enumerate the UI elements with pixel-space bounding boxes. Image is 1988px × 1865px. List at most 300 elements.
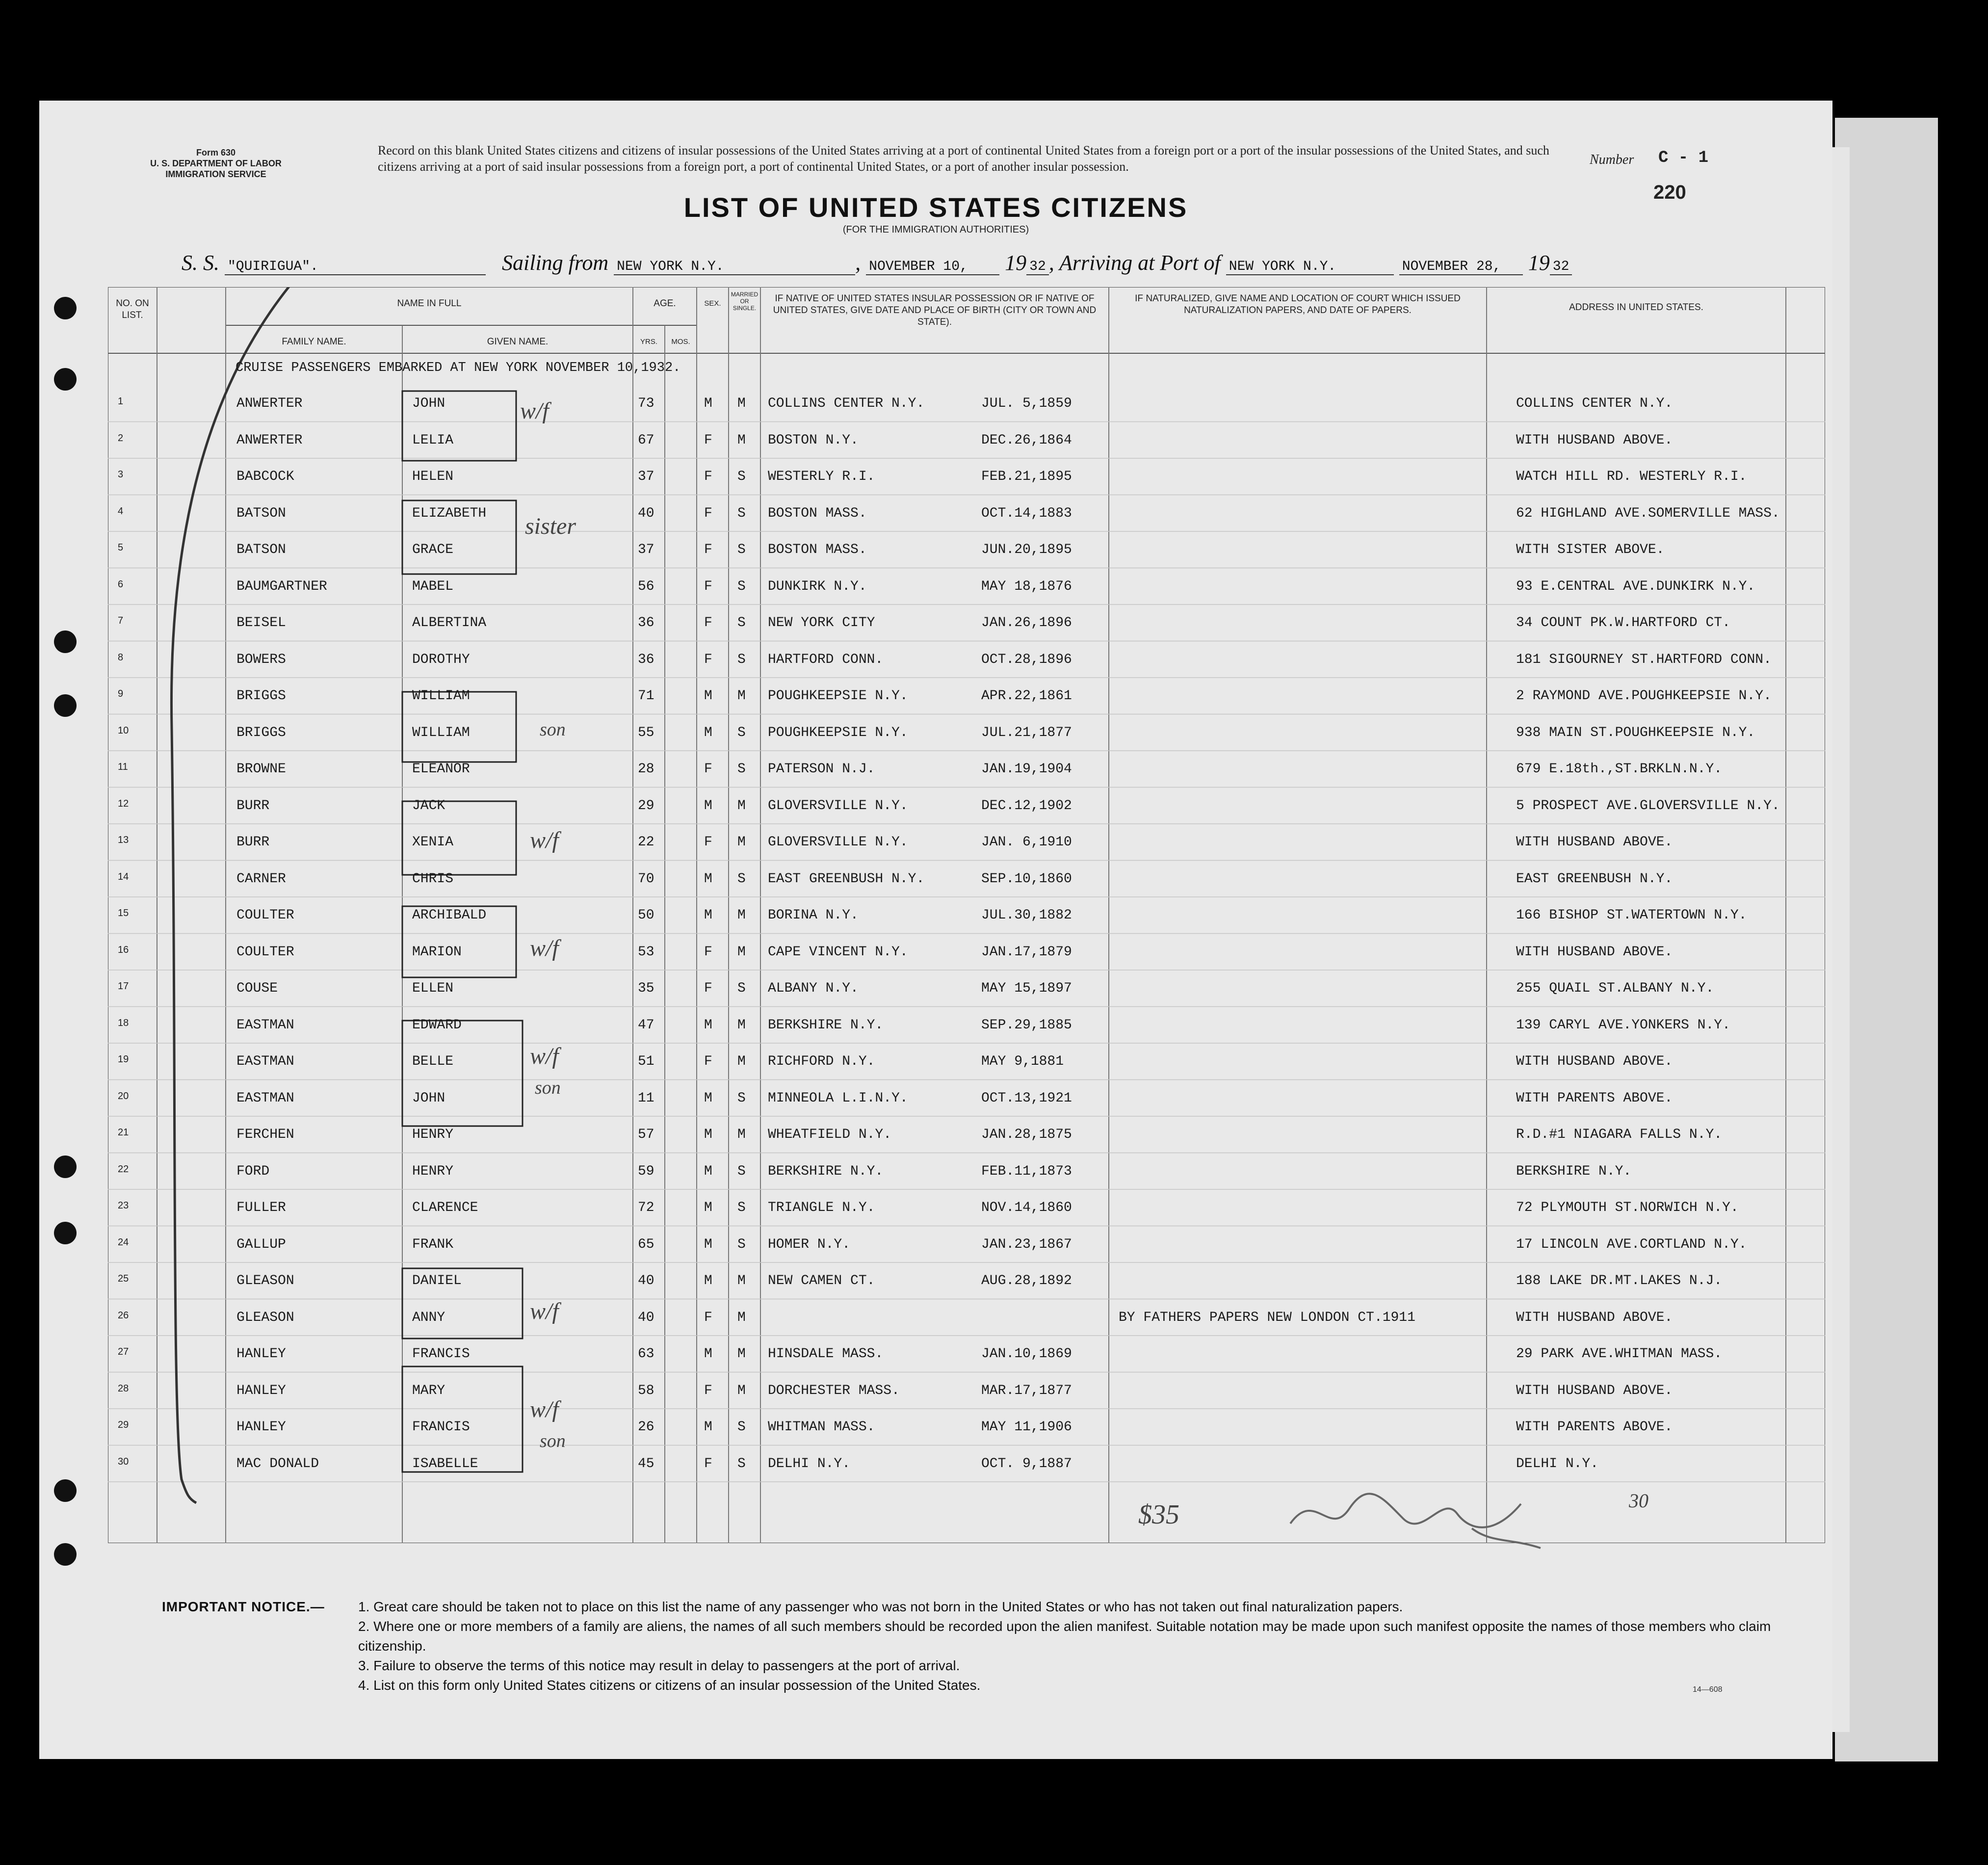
family-name: CARNER bbox=[236, 871, 286, 887]
table-row bbox=[108, 495, 1825, 533]
passenger-number: 2 bbox=[118, 432, 124, 444]
binder-hole bbox=[54, 1222, 77, 1244]
birth-date: OCT.28,1896 bbox=[981, 652, 1072, 667]
family-name: ANWERTER bbox=[236, 432, 303, 448]
age-years: 58 bbox=[638, 1383, 654, 1398]
header-no: NO. ON LIST. bbox=[116, 298, 149, 320]
form-identifier bbox=[137, 147, 294, 180]
age-years: 37 bbox=[638, 469, 654, 484]
handwritten-annotation: son bbox=[540, 1431, 566, 1451]
table-row bbox=[108, 1262, 1825, 1300]
marital-status: S bbox=[737, 1163, 746, 1179]
birth-place: BOSTON MASS. bbox=[768, 505, 867, 521]
page-subtitle: (FOR THE IMMIGRATION AUTHORITIES) bbox=[842, 224, 1029, 235]
age-years: 70 bbox=[638, 871, 654, 887]
marital-status: S bbox=[737, 871, 746, 887]
given-name: CLARENCE bbox=[412, 1200, 478, 1215]
birth-date: FEB.11,1873 bbox=[981, 1163, 1072, 1179]
sailing-year-prefix: 19 bbox=[1005, 251, 1027, 275]
table-row bbox=[108, 751, 1825, 788]
handwritten-annotation: w/f bbox=[520, 398, 549, 424]
family-name: HANLEY bbox=[236, 1346, 286, 1362]
header-sex: SEX. bbox=[704, 299, 721, 308]
birth-place: DELHI N.Y. bbox=[768, 1456, 851, 1471]
birth-place: CAPE VINCENT N.Y. bbox=[768, 944, 908, 960]
birth-date: JAN.28,1875 bbox=[981, 1127, 1072, 1142]
given-name: GRACE bbox=[412, 542, 454, 557]
given-name: JOHN bbox=[412, 1090, 445, 1106]
sex: F bbox=[704, 1054, 712, 1069]
sex: M bbox=[704, 798, 712, 814]
footer-code: 14—608 bbox=[1693, 1685, 1723, 1694]
family-name: BAUMGARTNER bbox=[236, 578, 327, 594]
address: DELHI N.Y. bbox=[1516, 1456, 1599, 1471]
table-row bbox=[108, 385, 1825, 423]
binder-hole bbox=[54, 694, 77, 717]
sex: F bbox=[704, 578, 712, 594]
marital-status: M bbox=[737, 908, 746, 923]
given-name: ELLEN bbox=[412, 981, 454, 996]
sex: M bbox=[704, 688, 712, 704]
birth-place: DORCHESTER MASS. bbox=[768, 1383, 900, 1398]
header-yrs: YRS. bbox=[640, 338, 657, 346]
address: WATCH HILL RD. WESTERLY R.I. bbox=[1516, 469, 1747, 484]
number-label: Number bbox=[1590, 152, 1634, 167]
passenger-number: 6 bbox=[118, 578, 124, 590]
family-name: BATSON bbox=[236, 505, 286, 521]
marital-status: S bbox=[737, 1236, 746, 1252]
passenger-number: 14 bbox=[118, 871, 129, 882]
family-name: BURR bbox=[236, 835, 270, 850]
passenger-number: 9 bbox=[118, 688, 124, 699]
birth-place: HARTFORD CONN. bbox=[768, 652, 884, 667]
marital-status: S bbox=[737, 505, 746, 521]
age-years: 26 bbox=[638, 1419, 654, 1435]
age-years: 53 bbox=[638, 944, 654, 960]
address: WITH HUSBAND ABOVE. bbox=[1516, 835, 1673, 850]
birth-date: JAN.17,1879 bbox=[981, 944, 1072, 960]
sex: F bbox=[704, 652, 712, 667]
handwritten-count: 30 bbox=[1629, 1490, 1648, 1512]
sex: M bbox=[704, 1163, 712, 1179]
table-row bbox=[108, 934, 1825, 972]
table-row bbox=[108, 458, 1825, 496]
birth-place: WHITMAN MASS. bbox=[768, 1419, 875, 1435]
sex: M bbox=[704, 908, 712, 923]
family-name: BROWNE bbox=[236, 762, 286, 777]
table-row bbox=[108, 1080, 1825, 1118]
birth-place: GLOVERSVILLE N.Y. bbox=[768, 835, 908, 850]
sex: F bbox=[704, 432, 712, 448]
sex: F bbox=[704, 1310, 712, 1325]
address: 2 RAYMOND AVE.POUGHKEEPSIE N.Y. bbox=[1516, 688, 1772, 704]
handwritten-annotation: w/f bbox=[530, 827, 559, 853]
sex: M bbox=[704, 1419, 712, 1435]
number-value: C - 1 bbox=[1658, 149, 1709, 167]
sailing-from: NEW YORK N.Y. bbox=[614, 259, 855, 275]
sex: F bbox=[704, 981, 712, 996]
address: WITH HUSBAND ABOVE. bbox=[1516, 432, 1673, 448]
marital-status: M bbox=[737, 1383, 746, 1398]
birth-date: JAN.26,1896 bbox=[981, 615, 1072, 630]
header-naturalized: IF NATURALIZED, GIVE NAME AND LOCATION OF COURT WHICH ISSUED NATURALIZATION PAPERS, AND DATE OF PAPERS. bbox=[1135, 293, 1461, 315]
given-name: ELIZABETH bbox=[412, 505, 487, 521]
marital-status: M bbox=[737, 396, 746, 411]
age-years: 37 bbox=[638, 542, 654, 557]
passenger-number: 30 bbox=[118, 1456, 129, 1467]
table-row bbox=[108, 568, 1825, 606]
voyage-line: S. S. "QUIRIGUA". Sailing from NEW YORK N.Y. , NOVEMBER 10, 19 32 , Arriving at Port of NEW YORK N.Y. NOVEMBER 28, 19 32 bbox=[182, 250, 1572, 275]
marital-status: M bbox=[737, 1054, 746, 1069]
address: 29 PARK AVE.WHITMAN MASS. bbox=[1516, 1346, 1723, 1362]
birth-place: TRIANGLE N.Y. bbox=[768, 1200, 875, 1215]
header-name-in-full: NAME IN FULL bbox=[397, 298, 462, 309]
address: 34 COUNT PK.W.HARTFORD CT. bbox=[1516, 615, 1730, 630]
address: COLLINS CENTER N.Y. bbox=[1516, 396, 1673, 411]
department-name: U. S. DEPARTMENT OF LABOR bbox=[150, 158, 282, 168]
table-row bbox=[108, 678, 1825, 715]
notice-item: 3. Failure to observe the terms of this notice may result in delay to passengers at the port of arrival. bbox=[358, 1658, 960, 1673]
birth-place: PATERSON N.J. bbox=[768, 762, 875, 777]
marital-status: S bbox=[737, 578, 746, 594]
family-name: BRIGGS bbox=[236, 688, 286, 704]
table-row bbox=[108, 861, 1825, 898]
birth-place: BERKSHIRE N.Y. bbox=[768, 1163, 884, 1179]
marital-status: S bbox=[737, 1090, 746, 1106]
passenger-number: 11 bbox=[118, 762, 128, 772]
header-birthplace: IF NATIVE OF UNITED STATES INSULAR POSSESSION OR IF NATIVE OF UNITED STATES, GIVE DATE AND PLACE OF BIRTH (CITY OR TOWN AND STATE). bbox=[773, 293, 1097, 327]
table-row bbox=[108, 1336, 1825, 1373]
address: 255 QUAIL ST.ALBANY N.Y. bbox=[1516, 981, 1714, 996]
birth-date: MAY 15,1897 bbox=[981, 981, 1072, 996]
sex: M bbox=[704, 1346, 712, 1362]
birth-place: ALBANY N.Y. bbox=[768, 981, 859, 996]
family-name: BATSON bbox=[236, 542, 286, 557]
passenger-number: 3 bbox=[118, 469, 124, 480]
address: 188 LAKE DR.MT.LAKES N.J. bbox=[1516, 1273, 1723, 1288]
handwritten-annotation: son bbox=[535, 1077, 561, 1098]
passenger-number: 19 bbox=[118, 1054, 129, 1065]
passenger-number: 16 bbox=[118, 944, 129, 955]
age-years: 11 bbox=[638, 1090, 654, 1106]
marital-status: S bbox=[737, 981, 746, 996]
table-row bbox=[108, 714, 1825, 752]
passenger-number: 22 bbox=[118, 1163, 129, 1175]
table-row bbox=[108, 1153, 1825, 1191]
family-name: BRIGGS bbox=[236, 725, 286, 740]
sex: F bbox=[704, 505, 712, 521]
passenger-number: 20 bbox=[118, 1090, 129, 1102]
birth-date: DEC.26,1864 bbox=[981, 432, 1072, 448]
table-row bbox=[108, 824, 1825, 862]
marital-status: S bbox=[737, 725, 746, 740]
marital-status: S bbox=[737, 1419, 746, 1435]
form-number: Form 630 bbox=[196, 148, 236, 158]
birth-date: OCT.14,1883 bbox=[981, 505, 1072, 521]
birth-place: HOMER N.Y. bbox=[768, 1236, 851, 1252]
given-name: FRANK bbox=[412, 1236, 454, 1252]
marital-status: M bbox=[737, 944, 746, 960]
sex: M bbox=[704, 1273, 712, 1288]
age-years: 29 bbox=[638, 798, 654, 814]
family-name: HANLEY bbox=[236, 1419, 286, 1435]
age-years: 22 bbox=[638, 835, 654, 850]
ss-label: S. S. bbox=[182, 251, 219, 275]
age-years: 59 bbox=[638, 1163, 654, 1179]
family-name: ANWERTER bbox=[236, 396, 303, 411]
arriving-year: 32 bbox=[1550, 259, 1572, 275]
given-name: HENRY bbox=[412, 1163, 454, 1179]
given-name: EDWARD bbox=[412, 1017, 462, 1033]
passenger-number: 15 bbox=[118, 908, 129, 919]
family-name: COUSE bbox=[236, 981, 278, 996]
arriving-label: Arriving at Port of bbox=[1059, 251, 1221, 275]
handwritten-note: $35 bbox=[1138, 1499, 1179, 1530]
marital-status: M bbox=[737, 1310, 746, 1325]
arriving-date: NOVEMBER 28, bbox=[1399, 259, 1523, 275]
marital-status: M bbox=[737, 432, 746, 448]
birth-place: WESTERLY R.I. bbox=[768, 469, 875, 484]
age-years: 28 bbox=[638, 762, 654, 777]
birth-date: DEC.12,1902 bbox=[981, 798, 1072, 814]
ship-name: "QUIRIGUA". bbox=[225, 259, 486, 275]
sailing-label: Sailing from bbox=[502, 251, 609, 275]
address: WITH HUSBAND ABOVE. bbox=[1516, 1054, 1673, 1069]
handwritten-annotation: w/f bbox=[530, 1396, 559, 1422]
passenger-number: 18 bbox=[118, 1017, 129, 1028]
passenger-number: 29 bbox=[118, 1419, 129, 1430]
address: WITH HUSBAND ABOVE. bbox=[1516, 1383, 1673, 1398]
family-name: BABCOCK bbox=[236, 469, 294, 484]
birth-date: MAY 11,1906 bbox=[981, 1419, 1072, 1435]
table-row bbox=[108, 641, 1825, 679]
family-name: BEISEL bbox=[236, 615, 286, 630]
table-row bbox=[108, 1445, 1825, 1483]
birth-place: COLLINS CENTER N.Y. bbox=[768, 396, 925, 411]
age-years: 65 bbox=[638, 1236, 654, 1252]
passenger-number: 8 bbox=[118, 652, 124, 663]
passenger-number: 28 bbox=[118, 1383, 129, 1394]
sex: M bbox=[704, 1127, 712, 1142]
birth-date: APR.22,1861 bbox=[981, 688, 1072, 704]
table-row bbox=[108, 422, 1825, 460]
marital-status: S bbox=[737, 542, 746, 557]
marital-status: S bbox=[737, 469, 746, 484]
address: WITH HUSBAND ABOVE. bbox=[1516, 944, 1673, 960]
marital-status: M bbox=[737, 1273, 746, 1288]
birth-date: JUN.20,1895 bbox=[981, 542, 1072, 557]
family-name: COULTER bbox=[236, 944, 294, 960]
table-row bbox=[108, 1043, 1825, 1081]
address: R.D.#1 NIAGARA FALLS N.Y. bbox=[1516, 1127, 1723, 1142]
table-row bbox=[108, 788, 1825, 825]
binder-hole bbox=[54, 1479, 77, 1502]
birth-date: JAN.19,1904 bbox=[981, 762, 1072, 777]
given-name: ARCHIBALD bbox=[412, 908, 487, 923]
passenger-number: 17 bbox=[118, 981, 129, 992]
passenger-number: 13 bbox=[118, 835, 129, 845]
address: 93 E.CENTRAL AVE.DUNKIRK N.Y. bbox=[1516, 578, 1755, 594]
age-years: 40 bbox=[638, 1310, 654, 1325]
birth-date: SEP.29,1885 bbox=[981, 1017, 1072, 1033]
family-name: GLEASON bbox=[236, 1273, 294, 1288]
address: 62 HIGHLAND AVE.SOMERVILLE MASS. bbox=[1516, 505, 1780, 521]
given-name: FRANCIS bbox=[412, 1346, 470, 1362]
manifest-page bbox=[39, 101, 1832, 1759]
family-name: EASTMAN bbox=[236, 1090, 294, 1106]
birth-place: WHEATFIELD N.Y. bbox=[768, 1127, 892, 1142]
passenger-number: 10 bbox=[118, 725, 129, 736]
age-years: 40 bbox=[638, 505, 654, 521]
table-row bbox=[108, 1189, 1825, 1227]
age-years: 35 bbox=[638, 981, 654, 996]
preamble-text: Record on this blank United States citizens and citizens of insular possessions of the United States arriving at a port of continental United States from a foreign port or a port of the insular possessions of the United States, and such citizens arriving at a port of said insular possessions from a foreign port, a port of continental United States, or a port of another insular possession. bbox=[378, 143, 1549, 174]
header-age: AGE. bbox=[654, 298, 676, 309]
notice-label: IMPORTANT NOTICE.— bbox=[162, 1599, 325, 1614]
sex: M bbox=[704, 1017, 712, 1033]
address: 5 PROSPECT AVE.GLOVERSVILLE N.Y. bbox=[1516, 798, 1780, 814]
given-name: DANIEL bbox=[412, 1273, 462, 1288]
marital-status: M bbox=[737, 835, 746, 850]
birth-place: BOSTON N.Y. bbox=[768, 432, 859, 448]
age-years: 63 bbox=[638, 1346, 654, 1362]
family-name: EASTMAN bbox=[236, 1017, 294, 1033]
table-row bbox=[108, 1299, 1825, 1337]
given-name: ELEANOR bbox=[412, 762, 470, 777]
notice-item: 4. List on this form only United States citizens or citizens of an insular possession of the United States. bbox=[358, 1678, 981, 1693]
age-years: 47 bbox=[638, 1017, 654, 1033]
sex: M bbox=[704, 725, 712, 740]
marital-status: M bbox=[737, 1127, 746, 1142]
age-years: 55 bbox=[638, 725, 654, 740]
table-row bbox=[108, 970, 1825, 1008]
passenger-number: 25 bbox=[118, 1273, 129, 1284]
passenger-number: 27 bbox=[118, 1346, 129, 1357]
birth-place: NEW YORK CITY bbox=[768, 615, 875, 630]
address: EAST GREENBUSH N.Y. bbox=[1516, 871, 1673, 887]
table-row bbox=[108, 1409, 1825, 1446]
table-row bbox=[108, 1007, 1825, 1045]
header-family-name: FAMILY NAME. bbox=[282, 337, 346, 347]
age-years: 57 bbox=[638, 1127, 654, 1142]
marital-status: M bbox=[737, 1346, 746, 1362]
birth-date: MAY 18,1876 bbox=[981, 578, 1072, 594]
birth-place: BOSTON MASS. bbox=[768, 542, 867, 557]
birth-place: NEW CAMEN CT. bbox=[768, 1273, 875, 1288]
age-years: 51 bbox=[638, 1054, 654, 1069]
family-name: FORD bbox=[236, 1163, 270, 1179]
address: 72 PLYMOUTH ST.NORWICH N.Y. bbox=[1516, 1200, 1739, 1215]
marital-status: S bbox=[737, 615, 746, 630]
notice-items bbox=[358, 1597, 1805, 1695]
given-name: JACK bbox=[412, 798, 445, 814]
sex: F bbox=[704, 1383, 712, 1398]
birth-date: NOV.14,1860 bbox=[981, 1200, 1072, 1215]
given-name: DOROTHY bbox=[412, 652, 470, 667]
service-name: IMMIGRATION SERVICE bbox=[165, 169, 266, 179]
marital-status: S bbox=[737, 1200, 746, 1215]
address: 17 LINCOLN AVE.CORTLAND N.Y. bbox=[1516, 1236, 1747, 1252]
sex: F bbox=[704, 835, 712, 850]
marital-status: M bbox=[737, 688, 746, 704]
given-name: HENRY bbox=[412, 1127, 454, 1142]
address: 938 MAIN ST.POUGHKEEPSIE N.Y. bbox=[1516, 725, 1755, 740]
header-address: ADDRESS IN UNITED STATES. bbox=[1569, 302, 1703, 313]
marital-status: S bbox=[737, 762, 746, 777]
age-years: 73 bbox=[638, 396, 654, 411]
family-name: COULTER bbox=[236, 908, 294, 923]
birth-date: JUL. 5,1859 bbox=[981, 396, 1072, 411]
table-row bbox=[108, 531, 1825, 569]
birth-place: HINSDALE MASS. bbox=[768, 1346, 884, 1362]
passenger-number: 21 bbox=[118, 1127, 129, 1138]
birth-place: POUGHKEEPSIE N.Y. bbox=[768, 688, 908, 704]
family-name: HANLEY bbox=[236, 1383, 286, 1398]
birth-place: BORINA N.Y. bbox=[768, 908, 859, 923]
passenger-number: 1 bbox=[118, 396, 124, 407]
birth-place: EAST GREENBUSH N.Y. bbox=[768, 871, 925, 887]
table-row bbox=[108, 897, 1825, 935]
given-name: HELEN bbox=[412, 469, 454, 484]
given-name: BELLE bbox=[412, 1054, 454, 1069]
page-title: LIST OF UNITED STATES CITIZENS bbox=[683, 192, 1188, 223]
sex: F bbox=[704, 469, 712, 484]
header-given-name: GIVEN NAME. bbox=[487, 337, 549, 347]
birth-date: AUG.28,1892 bbox=[981, 1273, 1072, 1288]
header-mos: MOS. bbox=[671, 338, 690, 346]
header-married: MARRIED OR SINGLE. bbox=[731, 291, 759, 312]
given-name: LELIA bbox=[412, 432, 454, 448]
address: 139 CARYL AVE.YONKERS N.Y. bbox=[1516, 1017, 1730, 1033]
family-name: FERCHEN bbox=[236, 1127, 294, 1142]
sailing-date: NOVEMBER 10, bbox=[866, 259, 999, 275]
handwritten-annotation: w/f bbox=[530, 935, 559, 961]
birth-date: OCT. 9,1887 bbox=[981, 1456, 1072, 1471]
given-name: CHRIS bbox=[412, 871, 454, 887]
binder-hole bbox=[54, 368, 77, 391]
stamp-number: 220 bbox=[1653, 182, 1686, 203]
address: 166 BISHOP ST.WATERTOWN N.Y. bbox=[1516, 908, 1747, 923]
family-name: FULLER bbox=[236, 1200, 286, 1215]
address: WITH SISTER ABOVE. bbox=[1516, 542, 1665, 557]
back-sheet bbox=[1835, 118, 1938, 1761]
marital-status: S bbox=[737, 652, 746, 667]
arriving-year-prefix: 19 bbox=[1528, 251, 1550, 275]
age-years: 71 bbox=[638, 688, 654, 704]
given-name: ANNY bbox=[412, 1310, 445, 1325]
handwritten-annotation: son bbox=[540, 719, 566, 740]
age-years: 36 bbox=[638, 615, 654, 630]
sex: M bbox=[704, 1090, 712, 1106]
address: 679 E.18th.,ST.BRKLN.N.Y. bbox=[1516, 762, 1723, 777]
sex: F bbox=[704, 762, 712, 777]
section-heading: CRUISE PASSENGERS EMBARKED AT NEW YORK NOVEMBER 10,1932. bbox=[235, 361, 681, 375]
handwritten-annotation: w/f bbox=[530, 1043, 559, 1069]
given-name: MARION bbox=[412, 944, 462, 960]
given-name: XENIA bbox=[412, 835, 454, 850]
sailing-year: 32 bbox=[1026, 259, 1049, 275]
sex: M bbox=[704, 1200, 712, 1215]
passenger-number: 12 bbox=[118, 798, 129, 809]
marital-status: S bbox=[737, 1456, 746, 1471]
birth-date: MAR.17,1877 bbox=[981, 1383, 1072, 1398]
handwritten-annotation: w/f bbox=[530, 1298, 559, 1324]
given-name: MARY bbox=[412, 1383, 445, 1398]
passenger-number: 24 bbox=[118, 1236, 129, 1248]
birth-date: SEP.10,1860 bbox=[981, 871, 1072, 887]
sex: M bbox=[704, 871, 712, 887]
arriving-port: NEW YORK N.Y. bbox=[1226, 259, 1394, 275]
